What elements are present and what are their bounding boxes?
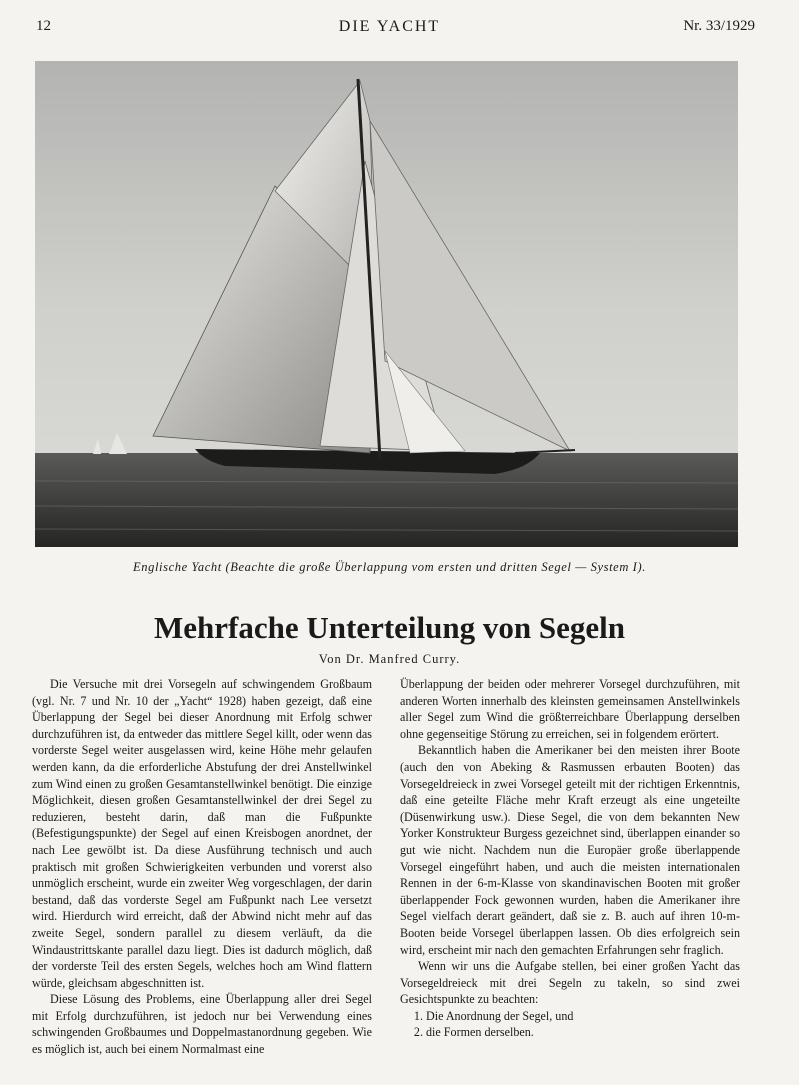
left-column [32, 676, 372, 1058]
paragraph: Diese Lösung des Problems, eine Überlappung aller drei Segel mit Erfolg durchzuführen, ist jedoch nur bei Verwendung eines schwingenden Großbaumes und Doppelmastanordnung gegeben. Wie es möglich ist, auch bei einem Normalmast eine [32, 992, 372, 1057]
paragraph: Die Versuche mit drei Vorsegeln auf schwingendem Großbaum (vgl. Nr. 7 und Nr. 10 der „Yacht“ 1928) haben gezeigt, daß eine Überlappung der Segel bei dieser Anordnung mit Erfolg schwer durchzuführen ist, da entweder das mittlere Segel killt, oder wenn das vorderste Segel weiter ausgelassen wird, keine Höhe mehr gelaufen werden kann, da die erforderliche Abstufung der drei Anstellwinkel zum Wind einen zu großen Gesamtanstellwinkel benötigt. Die einzige Möglichkeit, diesen großen Gesamtanstellwinkel der drei Segel zu reduzieren, besteht darin, daß man die Fußpunkte (Befestigungspunkte) der Segel auf einen Kreisbogen anordnet, der nach Lee gewölbt ist. Da diese Ausführung technisch und auch praktisch mit großen Schwierigkeiten verbunden und vorerst also unmöglich erscheint, wurde ein zweiter Weg vorgeschlagen, der darin bestand, daß das vorderste Segel am Fußpunkt nach Lee versetzt wird. Hierdurch wird erreicht, daß der Abwind nicht mehr auf das zweite Segel, sondern parallel zu diesem verläuft, da die Windaustrittskante parallel dazu liegt. Dies ist dadurch möglich, daß der vorderste Teil des ersten Segels, welches hoch am Wind flattern würde, gleichsam abgeschnitten ist. [32, 677, 372, 990]
photo-caption: Englische Yacht (Beachte die große Überlappung vom ersten und dritten Segel — System I). [133, 560, 646, 574]
yacht-photo [35, 61, 738, 547]
article-title: Mehrfache Unterteilung von Segeln [154, 610, 625, 645]
paragraph: Überlappung der beiden oder mehrerer Vorsegel durchzuführen, mit anderen Worten innerhalb des kleinsten gemeinsamen Anstellwinkels aller Segel zum Wind die größterreichbare Überlappung derselben ohne gegenseitige Störung zu erreichen, sei in folgendem erörtert. [400, 677, 740, 741]
list-item: 1. Die Anordnung der Segel, und [426, 1008, 740, 1025]
page-number: 12 [36, 18, 51, 34]
point-list [400, 1008, 740, 1041]
right-column [400, 676, 740, 1041]
paragraph: Bekanntlich haben die Amerikaner bei den meisten ihrer Boote (auch den von Abeking & Rasmussen erbauten Booten) das Vorsegeldreieck in zwei Vorsegel geteilt mit der richtigen Erkenntnis, daß eine geteilte Fläche mehr Kraft erzeugt als eine ungeteilte (Düsenwirkung usw.). Diese Segel, die von dem bekannten New Yorker Konstrukteur Burgess gezeichnet sind, überlappen einander so gut wie nicht. Nachdem nun die Europäer große überlappende Vorsegel eingeführt haben, und auch die meisten internationalen Rennen in der 6-m-Klasse von skandinavischen Booten mit großer überlappender Fock gewonnen wurden, haben die Amerikaner ihre Segel vielfach derart geändert, daß sie z. B. auch auf ihren 10-m-Booten beide Vorsegel überlappen lassen. Ob dies erfolgreich sein wird, erscheint mir nach den gemachten Erfahrungen sehr fraglich. [400, 743, 740, 957]
list-item: 2. die Formen derselben. [426, 1024, 740, 1041]
running-head [0, 18, 799, 40]
yacht-illustration [35, 61, 738, 547]
paragraph: Wenn wir uns die Aufgabe stellen, bei einer großen Yacht das Vorsegeldreieck mit drei Segeln zu takeln, so sind zwei Gesichtspunkte zu beachten: [400, 959, 740, 1007]
magazine-title: DIE YACHT [338, 18, 441, 35]
issue-number: Nr. 33/1929 [683, 18, 755, 34]
byline: Von Dr. Manfred Curry. [318, 652, 461, 666]
